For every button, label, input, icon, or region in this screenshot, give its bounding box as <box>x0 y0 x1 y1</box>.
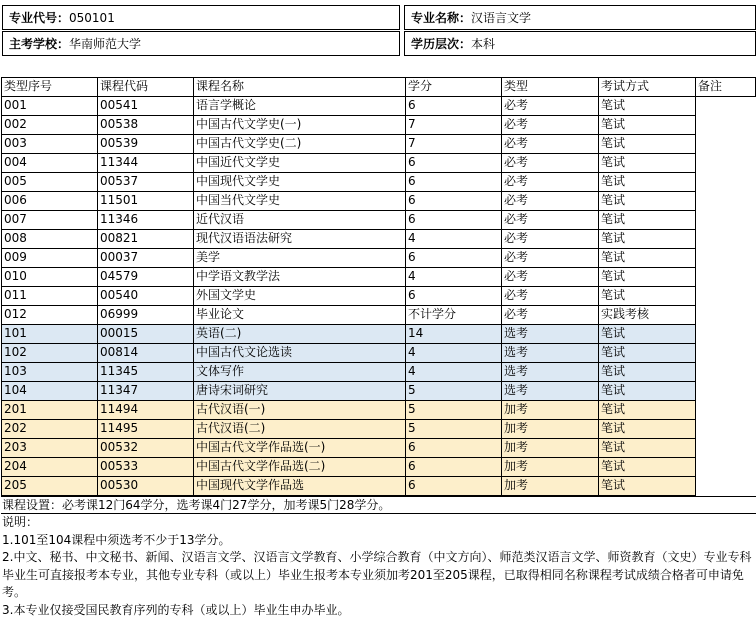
table-cell: 6 <box>406 249 502 268</box>
remarks-cell <box>696 287 756 306</box>
table-cell: 00533 <box>98 458 194 477</box>
table-cell: 14 <box>406 325 502 344</box>
table-cell: 必考 <box>502 249 599 268</box>
table-cell: 00037 <box>98 249 194 268</box>
table-cell: 笔试 <box>599 154 696 173</box>
course-summary: 课程设置：必考课12门64学分，选考课4门27学分，加考课5门28学分。 <box>1 496 756 514</box>
table-cell: 6 <box>406 477 502 496</box>
table-cell: 笔试 <box>599 439 696 458</box>
table-cell: 实践考核 <box>599 306 696 325</box>
table-cell: 00537 <box>98 173 194 192</box>
table-cell: 00538 <box>98 116 194 135</box>
table-cell: 加考 <box>502 401 599 420</box>
table-cell: 5 <box>406 382 502 401</box>
table-row <box>2 458 756 477</box>
table-cell: 加考 <box>502 439 599 458</box>
school-value: 华南师范大学 <box>69 37 142 51</box>
table-cell: 笔试 <box>599 97 696 116</box>
level-field <box>404 31 756 56</box>
table-cell: 4 <box>406 344 502 363</box>
table-cell: 5 <box>406 420 502 439</box>
table-cell: 中国古代文学作品选(一) <box>194 439 406 458</box>
notes-title: 说明： <box>2 515 39 529</box>
table-cell: 6 <box>406 211 502 230</box>
major-code-label: 专业代号： <box>9 11 70 25</box>
table-cell: 6 <box>406 97 502 116</box>
table-cell: 6 <box>406 192 502 211</box>
remarks-cell <box>696 420 756 439</box>
table-cell: 00541 <box>98 97 194 116</box>
column-header: 考试方式 <box>599 78 696 97</box>
table-cell: 英语(二) <box>194 325 406 344</box>
table-cell: 笔试 <box>599 401 696 420</box>
table-cell: 笔试 <box>599 211 696 230</box>
table-cell: 选考 <box>502 382 599 401</box>
remarks-cell <box>696 325 756 344</box>
table-row <box>2 439 756 458</box>
remarks-cell <box>696 458 756 477</box>
table-cell: 中国现代文学作品选 <box>194 477 406 496</box>
table-row <box>2 420 756 439</box>
table-row <box>2 268 756 287</box>
table-cell: 11346 <box>98 211 194 230</box>
remarks-cell <box>696 211 756 230</box>
table-row <box>2 230 756 249</box>
table-cell: 必考 <box>502 97 599 116</box>
table-cell: 00540 <box>98 287 194 306</box>
table-cell: 06999 <box>98 306 194 325</box>
table-cell: 毕业论文 <box>194 306 406 325</box>
table-cell: 文体写作 <box>194 363 406 382</box>
table-cell: 6 <box>406 458 502 477</box>
table-cell: 202 <box>2 420 98 439</box>
table-cell: 笔试 <box>599 268 696 287</box>
table-cell: 00532 <box>98 439 194 458</box>
note-item: 3.本专业仅接受国民教育序列的专科（或以上）毕业生申办毕业。 <box>2 602 350 617</box>
table-cell: 选考 <box>502 325 599 344</box>
table-cell: 笔试 <box>599 363 696 382</box>
level-value: 本科 <box>471 37 496 51</box>
column-header: 类型序号 <box>2 78 98 97</box>
table-cell: 11344 <box>98 154 194 173</box>
table-cell: 不计学分 <box>406 306 502 325</box>
column-header: 课程名称 <box>194 78 406 97</box>
table-cell: 11495 <box>98 420 194 439</box>
remarks-cell <box>696 306 756 325</box>
table-cell: 008 <box>2 230 98 249</box>
table-cell: 205 <box>2 477 98 496</box>
table-cell: 必考 <box>502 268 599 287</box>
table-cell: 204 <box>2 458 98 477</box>
table-cell: 美学 <box>194 249 406 268</box>
major-code-value: 050101 <box>69 11 115 25</box>
table-cell: 003 <box>2 135 98 154</box>
table-row <box>2 325 756 344</box>
table-cell: 笔试 <box>599 230 696 249</box>
table-cell: 笔试 <box>599 325 696 344</box>
table-cell: 笔试 <box>599 192 696 211</box>
remarks-cell <box>696 135 756 154</box>
table-cell: 选考 <box>502 363 599 382</box>
column-header: 学分 <box>406 78 502 97</box>
table-cell: 00530 <box>98 477 194 496</box>
level-label: 学历层次： <box>411 37 472 51</box>
table-cell: 中学语文教学法 <box>194 268 406 287</box>
table-cell: 00821 <box>98 230 194 249</box>
table-cell: 7 <box>406 135 502 154</box>
notes-section <box>1 514 756 633</box>
table-cell: 中国古代文学史(一) <box>194 116 406 135</box>
table-cell: 11347 <box>98 382 194 401</box>
table-cell: 笔试 <box>599 420 696 439</box>
table-cell: 必考 <box>502 173 599 192</box>
table-cell: 必考 <box>502 306 599 325</box>
table-cell: 201 <box>2 401 98 420</box>
table-row <box>2 382 756 401</box>
column-header: 类型 <box>502 78 599 97</box>
table-cell: 6 <box>406 154 502 173</box>
table-cell: 002 <box>2 116 98 135</box>
table-cell: 中国古代文学作品选(二) <box>194 458 406 477</box>
table-cell: 7 <box>406 116 502 135</box>
table-cell: 古代汉语(一) <box>194 401 406 420</box>
table-cell: 中国现代文学史 <box>194 173 406 192</box>
remarks-cell <box>696 116 756 135</box>
table-cell: 009 <box>2 249 98 268</box>
table-cell: 4 <box>406 230 502 249</box>
table-cell: 中国古代文论选读 <box>194 344 406 363</box>
major-name-label: 专业名称： <box>411 11 472 25</box>
table-cell: 必考 <box>502 192 599 211</box>
table-cell: 唐诗宋词研究 <box>194 382 406 401</box>
table-cell: 笔试 <box>599 135 696 154</box>
table-row <box>2 401 756 420</box>
table-cell: 必考 <box>502 154 599 173</box>
table-row <box>2 344 756 363</box>
course-table <box>1 77 756 496</box>
table-cell: 加考 <box>502 477 599 496</box>
major-code-field <box>2 5 400 30</box>
table-cell: 加考 <box>502 458 599 477</box>
table-cell: 010 <box>2 268 98 287</box>
table-row <box>2 306 756 325</box>
remarks-cell <box>696 249 756 268</box>
table-cell: 笔试 <box>599 116 696 135</box>
major-name-field <box>404 5 756 30</box>
table-cell: 笔试 <box>599 173 696 192</box>
remarks-cell <box>696 439 756 458</box>
table-cell: 4 <box>406 363 502 382</box>
table-cell: 11501 <box>98 192 194 211</box>
table-cell: 近代汉语 <box>194 211 406 230</box>
remarks-cell <box>696 344 756 363</box>
table-cell: 006 <box>2 192 98 211</box>
table-cell: 笔试 <box>599 344 696 363</box>
remarks-cell <box>696 477 756 496</box>
table-cell: 001 <box>2 97 98 116</box>
table-cell: 012 <box>2 306 98 325</box>
table-cell: 笔试 <box>599 458 696 477</box>
note-item: 2.中文、秘书、中文秘书、新闻、汉语言文学、汉语言文学教育、小学综合教育（中文方向）、师范类汉语言文学、师资教育（文史）专业专科毕业生可直接报考本专业，其他专业专科（或以上）毕业生报考本专业须加考201至205课程，已取得相同名称课程考试成绩合格者可申请免考。 <box>2 550 752 599</box>
remarks-cell <box>696 382 756 401</box>
table-cell: 007 <box>2 211 98 230</box>
table-cell: 笔试 <box>599 287 696 306</box>
table-cell: 203 <box>2 439 98 458</box>
note-item: 1.101至104课程中须选考不少于13学分。 <box>2 532 231 547</box>
table-cell: 00539 <box>98 135 194 154</box>
table-row <box>2 192 756 211</box>
major-name-value: 汉语言文学 <box>471 11 532 25</box>
column-header: 备注 <box>696 78 756 97</box>
table-header-row <box>2 78 756 97</box>
column-header: 课程代码 <box>98 78 194 97</box>
remarks-cell <box>696 97 756 116</box>
table-row <box>2 477 756 496</box>
table-cell: 必考 <box>502 211 599 230</box>
table-cell: 中国当代文学史 <box>194 192 406 211</box>
table-cell: 必考 <box>502 287 599 306</box>
remarks-cell <box>696 154 756 173</box>
table-cell: 6 <box>406 173 502 192</box>
table-cell: 必考 <box>502 230 599 249</box>
table-row <box>2 249 756 268</box>
table-cell: 005 <box>2 173 98 192</box>
table-cell: 011 <box>2 287 98 306</box>
school-field <box>2 31 400 56</box>
table-cell: 古代汉语(二) <box>194 420 406 439</box>
table-cell: 4 <box>406 268 502 287</box>
table-cell: 00814 <box>98 344 194 363</box>
table-cell: 现代汉语语法研究 <box>194 230 406 249</box>
table-cell: 笔试 <box>599 382 696 401</box>
remarks-cell <box>696 268 756 287</box>
table-row <box>2 363 756 382</box>
table-row <box>2 97 756 116</box>
table-cell: 中国近代文学史 <box>194 154 406 173</box>
table-cell: 101 <box>2 325 98 344</box>
school-label: 主考学校： <box>9 37 70 51</box>
table-cell: 必考 <box>502 135 599 154</box>
table-cell: 6 <box>406 287 502 306</box>
table-cell: 中国古代文学史(二) <box>194 135 406 154</box>
table-cell: 103 <box>2 363 98 382</box>
table-row <box>2 173 756 192</box>
table-cell: 5 <box>406 401 502 420</box>
table-row <box>2 116 756 135</box>
table-cell: 102 <box>2 344 98 363</box>
table-row <box>2 154 756 173</box>
remarks-cell <box>696 230 756 249</box>
remarks-cell <box>696 173 756 192</box>
table-row <box>2 135 756 154</box>
table-cell: 笔试 <box>599 477 696 496</box>
remarks-cell <box>696 192 756 211</box>
table-cell: 加考 <box>502 420 599 439</box>
table-cell: 选考 <box>502 344 599 363</box>
table-cell: 004 <box>2 154 98 173</box>
table-cell: 11345 <box>98 363 194 382</box>
table-cell: 笔试 <box>599 249 696 268</box>
remarks-cell <box>696 401 756 420</box>
table-cell: 104 <box>2 382 98 401</box>
table-row <box>2 211 756 230</box>
table-cell: 04579 <box>98 268 194 287</box>
table-cell: 6 <box>406 439 502 458</box>
table-cell: 外国文学史 <box>194 287 406 306</box>
table-cell: 必考 <box>502 116 599 135</box>
table-cell: 语言学概论 <box>194 97 406 116</box>
table-row <box>2 287 756 306</box>
remarks-cell <box>696 363 756 382</box>
table-cell: 00015 <box>98 325 194 344</box>
table-cell: 11494 <box>98 401 194 420</box>
